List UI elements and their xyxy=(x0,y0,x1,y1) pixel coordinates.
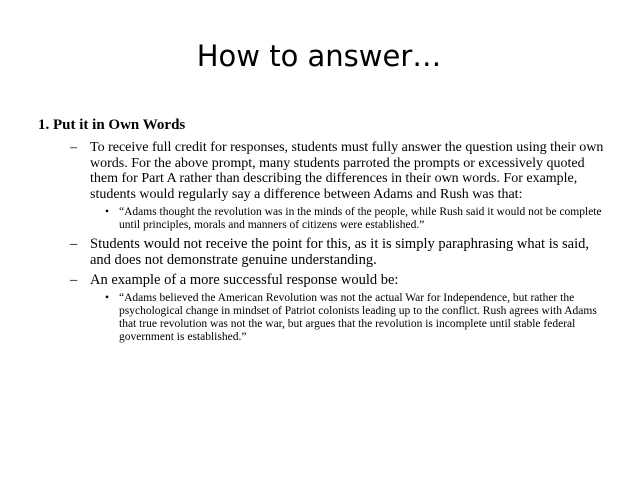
list-item-text: To receive full credit for responses, students must fully answer the question using their own words. For the above prompt, many students parroted the prompts or excessively quoted them for Part A rather than describing the differences in their own words. For example, students would regularly say a difference between Adams and Rush was that: xyxy=(90,140,604,202)
dash-marker: – xyxy=(70,236,78,252)
quote-text: “Adams thought the revolution was in the minds of the people, while Rush said it would not be complete until principles, morals and manners of citizens were established.” xyxy=(119,206,602,231)
list-item-text: Students would not receive the point for this, as it is simply paraphrasing what is said, and does not demonstrate genuine understanding. xyxy=(90,236,589,268)
list-item-successful xyxy=(38,272,608,288)
dash-marker: – xyxy=(70,272,78,288)
list-item-no-point xyxy=(38,236,608,268)
list-item-instructions xyxy=(38,140,608,202)
bullet-marker: • xyxy=(105,206,110,218)
section-heading: 1. Put it in Own Words xyxy=(38,117,186,133)
list-item-text: An example of a more successful response would be: xyxy=(90,272,399,288)
quote-text: “Adams believed the American Revolution was not the actual War for Independence, but rather the psychological change in mindset of Patriot colonists leading up to the conflict. Rush agrees with Adams that true revolution was not the war, but argues that the revolution is incomplete until stable federal government is established.” xyxy=(119,292,597,343)
quote-item-example xyxy=(38,206,608,232)
bullet-marker: • xyxy=(105,292,110,304)
dash-marker: – xyxy=(70,140,77,155)
slide-title: How to answer… xyxy=(196,39,442,73)
slide-content xyxy=(38,116,608,348)
quote-item-successful xyxy=(38,292,608,344)
